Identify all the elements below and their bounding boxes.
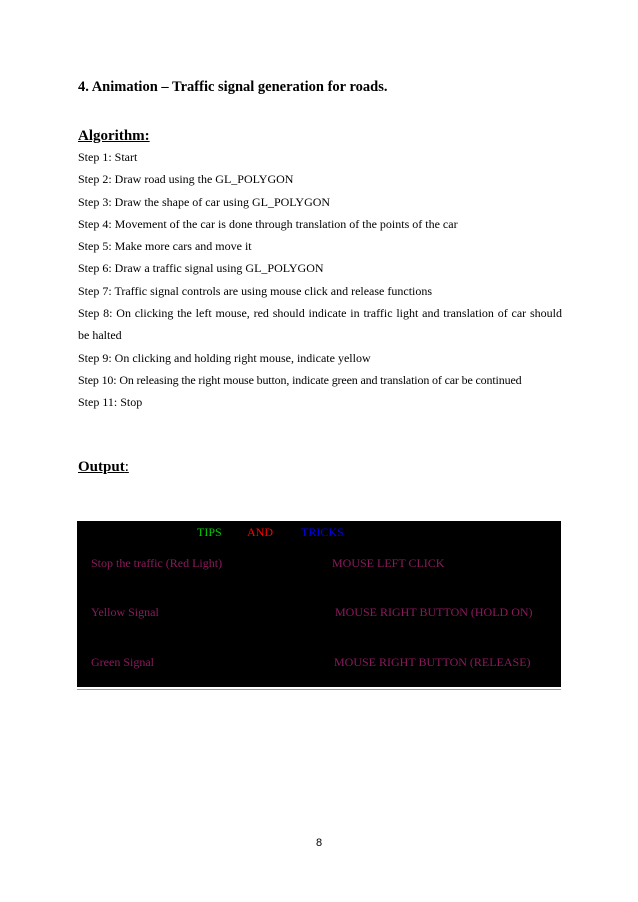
step-5: Step 5: Make more cars and move it (78, 239, 252, 254)
green-signal-label: Green Signal (91, 655, 154, 669)
step-1: Step 1: Start (78, 150, 138, 164)
red-light-label: Stop the traffic (Red Light) (91, 556, 223, 570)
algorithm-title: Algorithm: (78, 128, 150, 144)
output-screenshot-panel (77, 521, 561, 687)
step-9: Step 9: On clicking and holding right mouse, indicate yellow (78, 350, 371, 365)
output-title (78, 459, 129, 476)
step-6: Step 6: Draw a traffic signal using GL_POLYGON (78, 261, 324, 276)
yellow-signal-label: Yellow Signal (91, 605, 159, 619)
panel-bottom-border (77, 689, 561, 690)
step-7: Step 7: Traffic signal controls are using mouse click and release functions (78, 283, 433, 298)
step-4: Step 4: Movement of the car is done through translation of the points of the car (78, 216, 458, 231)
tips-label: TIPS (197, 525, 222, 539)
output-title-text: Output (78, 459, 125, 475)
step-8: Step 8: On clicking the left mouse, red should indicate in traffic light and translation of car should be halted (78, 306, 562, 343)
right-hold-action: MOUSE RIGHT BUTTON (HOLD ON) (335, 605, 533, 619)
right-release-action: MOUSE RIGHT BUTTON (RELEASE) (334, 655, 531, 669)
page-number: 8 (315, 837, 323, 849)
algorithm-steps (78, 146, 562, 414)
left-click-action: MOUSE LEFT CLICK (332, 556, 445, 570)
step-11: Step 11: Stop (78, 395, 143, 410)
step-2: Step 2: Draw road using the GL_POLYGON (78, 172, 294, 187)
step-10: Step 10: On releasing the right mouse button, indicate green and translation of car be continued (78, 372, 522, 387)
and-label: AND (247, 525, 273, 539)
section-heading: 4. Animation – Traffic signal generation for roads. (78, 79, 388, 95)
step-3: Step 3: Draw the shape of car using GL_POLYGON (78, 194, 331, 209)
output-title-colon: : (124, 459, 129, 475)
tricks-label: TRICKS (301, 525, 344, 539)
